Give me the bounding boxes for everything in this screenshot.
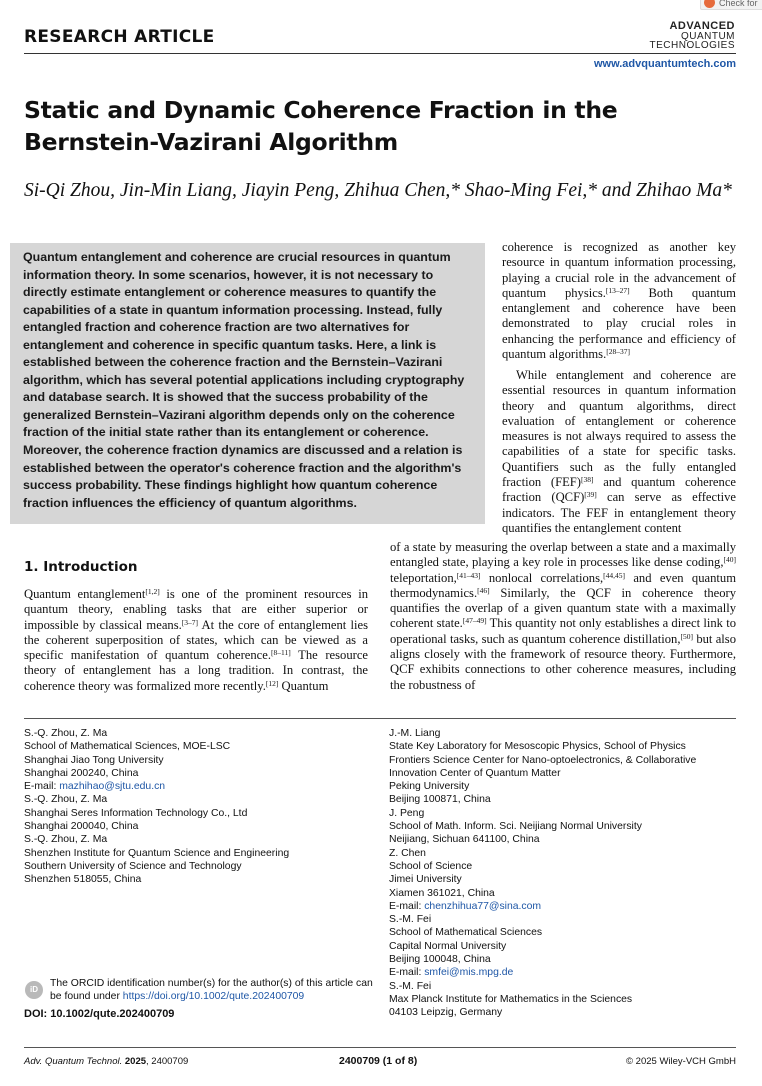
affiliation-line: State Key Laboratory for Mesoscopic Physics, School of Physics (389, 741, 686, 753)
affiliation-line: Innovation Center of Quantum Matter (389, 767, 561, 779)
footer-divider (24, 1047, 736, 1048)
citation[interactable]: [47–49] (462, 616, 487, 626)
affiliations-divider (24, 718, 736, 719)
check-updates-icon (704, 0, 715, 8)
article-doi: DOI: 10.1002/qute.202400709 (24, 1008, 175, 1020)
orcid-icon: iD (25, 981, 43, 999)
body-right-column-para2: While entanglement and coherence are essential resources in quantum information theory and quantum algorithms, direct evaluation of entanglement or coherence measures is not always required to assess the capabilities of a state for specific tasks. Quantifiers such as the fully entangled fraction (FEF)[38] and quantum coherence fraction (QCF)[39] can serve as effective indicators. The FEF in entanglement theory quantifies the entanglement content (502, 368, 737, 535)
email-link[interactable]: chenzhihua77@sina.com (424, 900, 542, 912)
affiliation-line: Xiamen 361021, China (389, 887, 495, 899)
affiliation-line: Frontiers Science Center for Nano-optoelectronics, & Collaborative (389, 754, 697, 766)
citation[interactable]: [50] (680, 631, 694, 641)
article-title: Static and Dynamic Coherence Fraction in the Bernstein-Vazirani Algorithm (24, 96, 618, 156)
copyright: © 2025 Wiley-VCH GmbH (626, 1056, 736, 1067)
affiliation-line: School of Mathematical Sciences, MOE-LSC (24, 741, 231, 753)
article-type-label: RESEARCH ARTICLE (24, 27, 215, 47)
orcid-doi-link[interactable]: https://doi.org/10.1002/qute.202400709 (122, 991, 305, 1003)
journal-logo (650, 22, 735, 51)
citation[interactable]: [8–11] (271, 648, 291, 658)
citation[interactable]: [12] (265, 678, 279, 688)
journal-logo-line3: TECHNOLOGIES (649, 40, 735, 51)
affiliation-names: S.-M. Fei (389, 980, 432, 992)
affiliation-line: Peking University (389, 781, 470, 793)
journal-logo-line1: ADVANCED (669, 20, 735, 32)
email-link[interactable]: smfei@mis.mpg.de (424, 967, 514, 979)
affiliation-line: Shanghai Seres Information Technology Co., Ltd (24, 807, 248, 819)
citation[interactable]: [41–43] (456, 570, 481, 580)
affiliation-line: Shanghai 200040, China (24, 821, 139, 833)
citation[interactable]: [38] (581, 475, 594, 485)
affiliation-line: Jimei University (389, 874, 462, 886)
citation[interactable]: [1,2] (145, 587, 160, 596)
citation[interactable]: [28–37] (606, 347, 630, 357)
affiliation-line: Capital Normal University (389, 940, 507, 952)
affiliation-line: Beijing 100871, China (389, 794, 491, 806)
affiliation-line: 04103 Leipzig, Germany (389, 1007, 503, 1019)
affiliation-names: Z. Chen (389, 847, 426, 859)
citation[interactable]: [46] (477, 585, 490, 595)
page-number: 2400709 (1 of 8) (339, 1055, 418, 1067)
affiliation-line: Shenzhen Institute for Quantum Science and Engineering (24, 847, 290, 859)
journal-logo-line2: QUANTUM (680, 30, 735, 42)
affiliations-right (389, 727, 749, 1020)
affiliation-names: S.-Q. Zhou, Z. Ma (24, 794, 108, 806)
section-heading-introduction: 1. Introduction (24, 559, 138, 575)
introduction-text: Quantum entanglement[1,2] is one of the prominent resources in quantum theory, enabling tasks that are either superior or impossible by classical means.[3–7] At the core of entanglement lies the coherent superposition of states, which can be viewed as a specific manifestation of quantum coherence.[8–11] The resource theory of entanglement has a long tradition. In contrast, the coherence theory was formalized more recently.[12] Quantum (24, 587, 369, 693)
affiliation-email: E-mail: smfei@mis.mpg.de (389, 967, 514, 979)
affiliation-line: Shanghai 200240, China (24, 767, 139, 779)
affiliation-names: S.-M. Fei (389, 914, 432, 926)
footer-citation: Adv. Quantum Technol. 2025, 2400709 (24, 1056, 189, 1067)
affiliation-email: E-mail: mazhihao@sjtu.edu.cn (24, 781, 166, 793)
citation[interactable]: [44,45] (603, 570, 626, 580)
body-right-column-para3: of a state by measuring the overlap between a state and a maximally entangled state, playing a key role in processes like dense coding,[40] teleportation,[41–43] nonlocal correlations,[44,45] and even quantum thermodynamics.[46] Similarly, the QCF in coherence theory quantifies the overlap of a given quantum state with a maximally coherent state.[47–49] This quantity not only establishes a direct link to operational tasks, such as quantum coherence distillation,[50] but also aligns closely with the framework of resource theory. Furthermore, QCF exhibits connections to other coherence measures, including the robustness of (390, 540, 737, 692)
author-list: Si-Qi Zhou, Jin-Min Liang, Jiayin Peng, Zhihua Chen,* Shao-Ming Fei,* and Zhihao Ma* (24, 180, 732, 201)
journal-url-link[interactable]: www.advquantumtech.com (593, 58, 736, 70)
body-right-column-para1: coherence is recognized as another key resource in quantum information processing, playing a crucial role in the advancement of quantum physics.[13–27] Both quantum entanglement and coherence have been demonstrated to play crucial roles in enhancing the performance and efficiency of quantum algorithms.[28–37] (502, 240, 736, 362)
affiliation-line: Shanghai Jiao Tong University (24, 754, 164, 766)
citation[interactable]: [39] (584, 490, 597, 500)
citation[interactable]: [40] (723, 555, 736, 565)
check-for-updates-badge[interactable] (700, 0, 762, 10)
affiliation-line: Southern University of Science and Technology (24, 860, 242, 872)
affiliation-names: S.-Q. Zhou, Z. Ma (24, 728, 108, 739)
citation[interactable]: [3–7] (181, 617, 199, 627)
citation[interactable]: [13–27] (605, 285, 630, 295)
affiliation-line: School of Mathematical Sciences (389, 927, 543, 939)
affiliations-left (24, 727, 364, 887)
affiliation-line: Beijing 100048, China (389, 954, 491, 966)
affiliation-names: J.-M. Liang (389, 728, 441, 739)
check-badge-label: Check for (719, 0, 758, 8)
affiliation-line: School of Science (389, 860, 473, 872)
affiliation-names: J. Peng (389, 807, 425, 819)
affiliation-email: E-mail: chenzhihua77@sina.com (389, 900, 542, 912)
affiliation-line: Neijiang, Sichuan 641100, China (389, 834, 540, 846)
affiliation-line: School of Math. Inform. Sci. Neijiang Normal University (389, 821, 642, 833)
affiliation-names: S.-Q. Zhou, Z. Ma (24, 834, 108, 846)
email-link[interactable]: mazhihao@sjtu.edu.cn (59, 781, 166, 793)
orcid-note: The ORCID identification number(s) for the author(s) of this article can be found under https://doi.org/10.1002/qute.202400709 (50, 978, 373, 1003)
affiliation-line: Shenzhen 518055, China (24, 874, 142, 886)
abstract-text: Quantum entanglement and coherence are crucial resources in quantum information theory. In some scenarios, however, it is not necessary to directly estimate entanglement or coherence measures to quantify the capabilities of a state in quantum information processing. Instead, fully entangled fraction and coherence fraction are two alternatives for entanglement and coherence in specific quantum tasks. Here, a link is established between the coherence fraction and the Bernstein–Vazirani algorithm, which has several potential applications including cryptography and database search. It is showed that the success probability of the generalized Bernstein–Vazirani algorithm depends only on the coherence fraction of the initial state rather than its entanglement or coherence. Moreover, the coherence fraction dynamics are discussed and a relation is established between the operator's coherence fraction and the algorithm's success probability. These findings highlight how quantum coherence fraction influences the efficiency of quantum algorithms. (23, 250, 465, 510)
header-divider (24, 53, 736, 54)
affiliation-line: Max Planck Institute for Mathematics in the Sciences (389, 993, 633, 1005)
